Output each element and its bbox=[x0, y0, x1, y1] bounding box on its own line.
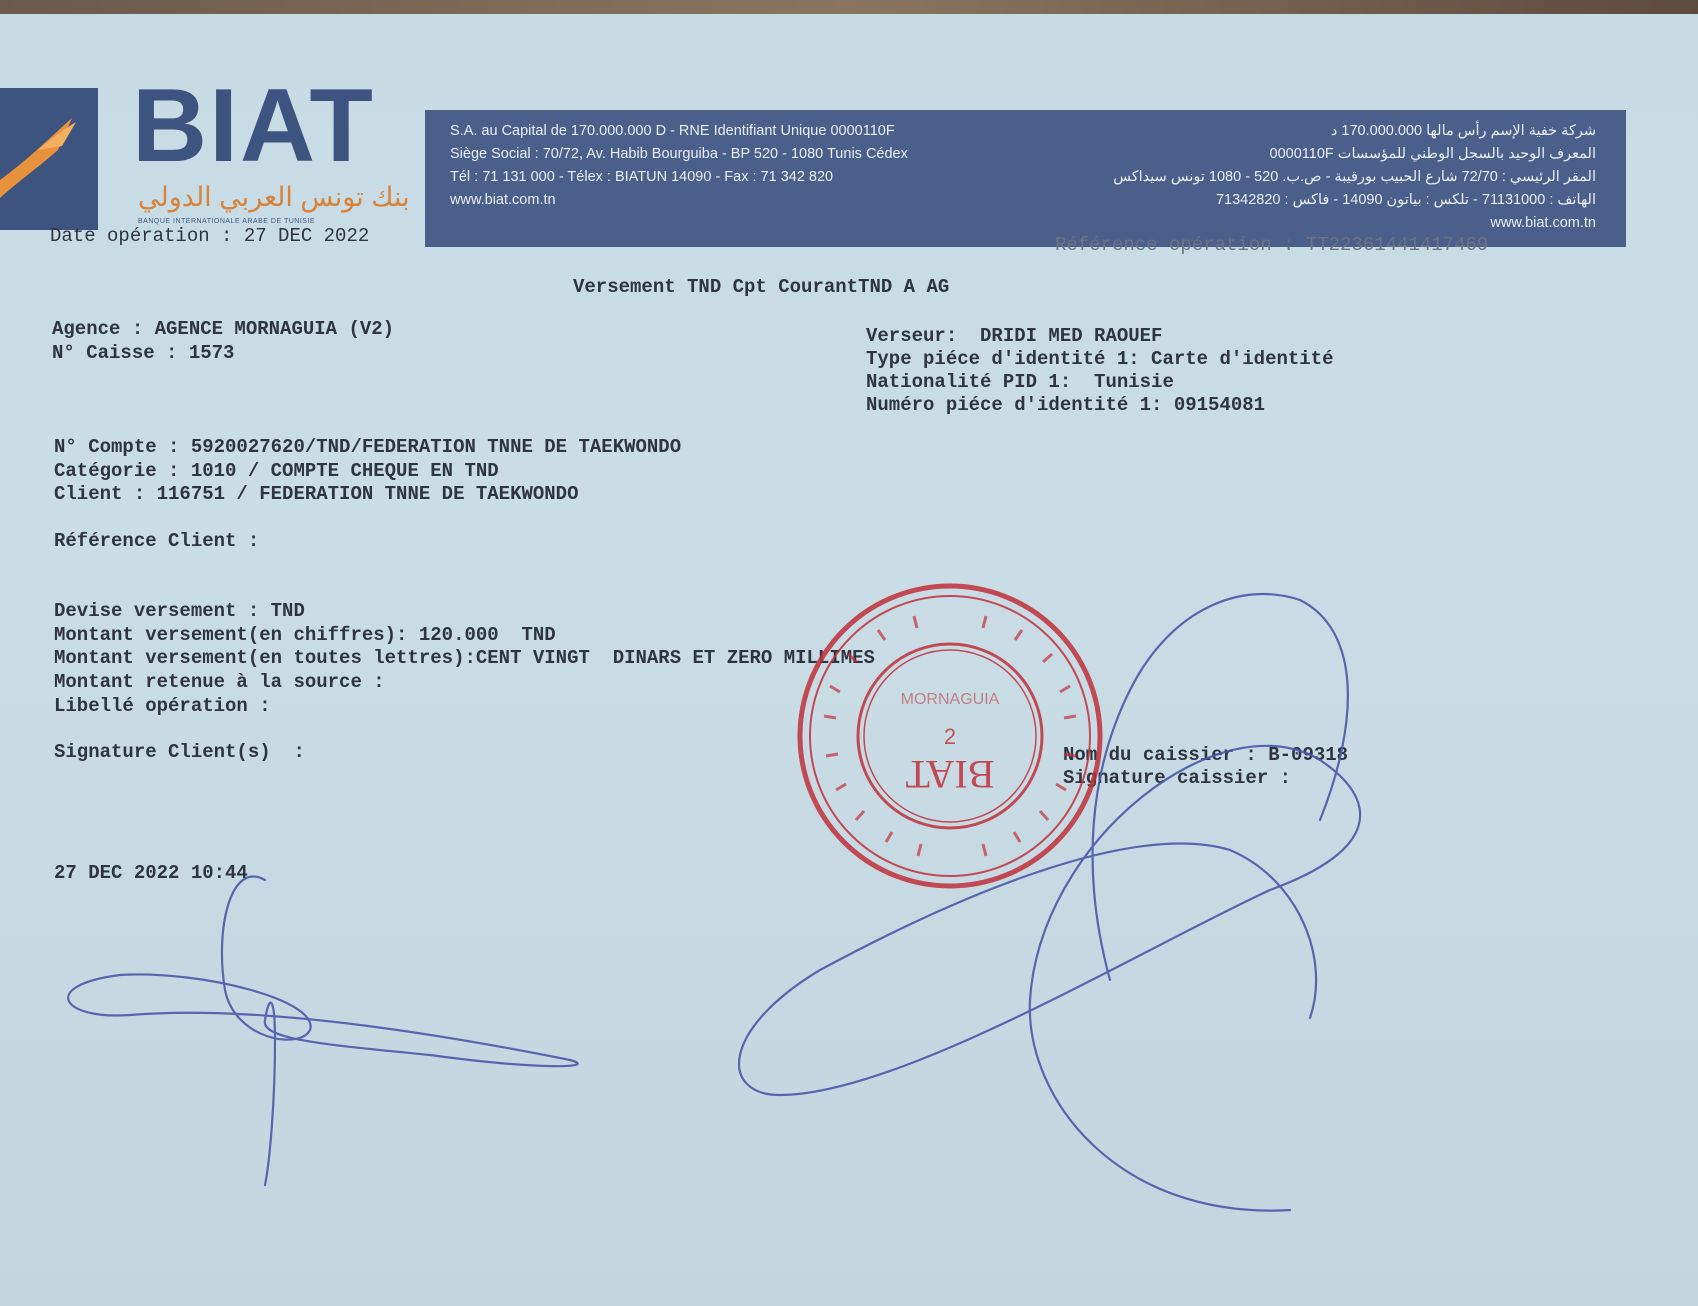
reference-client: Référence Client : bbox=[54, 530, 260, 552]
agence: Agence : AGENCE MORNAGUIA (V2) bbox=[52, 318, 395, 340]
nom-caissier: Nom du caissier : B-09318 bbox=[1063, 744, 1349, 766]
bank-info-line-ar: شركة خفية الإسم رأس مالها 170.000.000 د bbox=[1330, 123, 1596, 139]
bank-info-right bbox=[1113, 120, 1596, 235]
categorie: Catégorie : 1010 / COMPTE CHEQUE EN TND bbox=[54, 460, 499, 482]
libelle-operation: Libellé opération : bbox=[54, 695, 271, 717]
type-piece-identite: Type piéce d'identité 1: Carte d'identité bbox=[866, 348, 1334, 370]
bank-info-line-ar: المقر الرئيسي : 72/70 شارع الحبيب بورقيبة - ص.ب. 520 - 1080 تونس سيداكس bbox=[1113, 169, 1596, 185]
stamp-center-text: BIAT bbox=[905, 752, 995, 797]
nationalite: Nationalité PID 1: Tunisie bbox=[866, 371, 1174, 393]
biat-swoosh-icon bbox=[0, 88, 98, 230]
bank-info-banner bbox=[425, 110, 1626, 247]
stamp-agency-text: MORNAGUIA bbox=[900, 691, 1000, 708]
montant-chiffres: Montant versement(en chiffres): 120.000 TND bbox=[54, 624, 556, 646]
brand-subtitle: BANQUE INTERNATIONALE ARABE DE TUNISIE bbox=[138, 218, 316, 225]
bank-info-line-ar: المعرف الوحيد بالسجل الوطني للمؤسسات 0000110F bbox=[1269, 146, 1596, 162]
background-table-edge bbox=[0, 0, 1698, 14]
verseur: Verseur: DRIDI MED RAOUEF bbox=[866, 325, 1163, 347]
montant-lettres: Montant versement(en toutes lettres):CENT VINGT DINARS ET ZERO MILLIMES bbox=[54, 647, 875, 669]
signature-caissier-label: Signature caissier : bbox=[1063, 767, 1292, 789]
numero-piece-identite: Numéro piéce d'identité 1: 09154081 bbox=[866, 394, 1266, 416]
timestamp: 27 DEC 2022 10:44 bbox=[54, 862, 248, 884]
bank-info-line-ar: الهاتف : 71131000 - تلكس : بياتون 14090 - فاكس : 71342820 bbox=[1215, 192, 1596, 208]
bank-info-left bbox=[450, 120, 908, 212]
signature-client-label: Signature Client(s) : bbox=[54, 741, 305, 763]
bank-info-line: S.A. au Capital de 170.000.000 D - RNE Identifiant Unique 0000110F bbox=[450, 123, 895, 139]
bank-info-line: Tél : 71 131 000 - Télex : BIATUN 14090 - Fax : 71 342 820 bbox=[450, 169, 834, 185]
bank-stamp bbox=[790, 576, 1110, 896]
stamp-number: 2 bbox=[943, 724, 957, 749]
numero-compte: N° Compte : 5920027620/TND/FEDERATION TNNE DE TAEKWONDO bbox=[54, 436, 682, 458]
caisse-number: N° Caisse : 1573 bbox=[52, 342, 235, 364]
montant-retenue: Montant retenue à la source : bbox=[54, 671, 385, 693]
devise-versement: Devise versement : TND bbox=[54, 600, 305, 622]
date-operation: Date opération : 27 DEC 2022 bbox=[50, 225, 370, 247]
brand-arabic-name: بنك تونس العربي الدولي bbox=[138, 182, 410, 212]
client: Client : 116751 / FEDERATION TNNE DE TAEKWONDO bbox=[54, 483, 579, 505]
reference-operation: Référence opération : TT22361441417469 bbox=[1055, 234, 1489, 256]
biat-logo-mark bbox=[0, 88, 98, 230]
bank-website-ar: www.biat.com.tn bbox=[1490, 215, 1596, 231]
receipt-title: Versement TND Cpt CourantTND A AG bbox=[573, 276, 950, 298]
brand-name: BIAT bbox=[132, 68, 375, 184]
bank-website: www.biat.com.tn bbox=[450, 192, 556, 208]
bank-info-line: Siège Social : 70/72, Av. Habib Bourguiba - BP 520 - 1080 Tunis Cédex bbox=[450, 146, 908, 162]
